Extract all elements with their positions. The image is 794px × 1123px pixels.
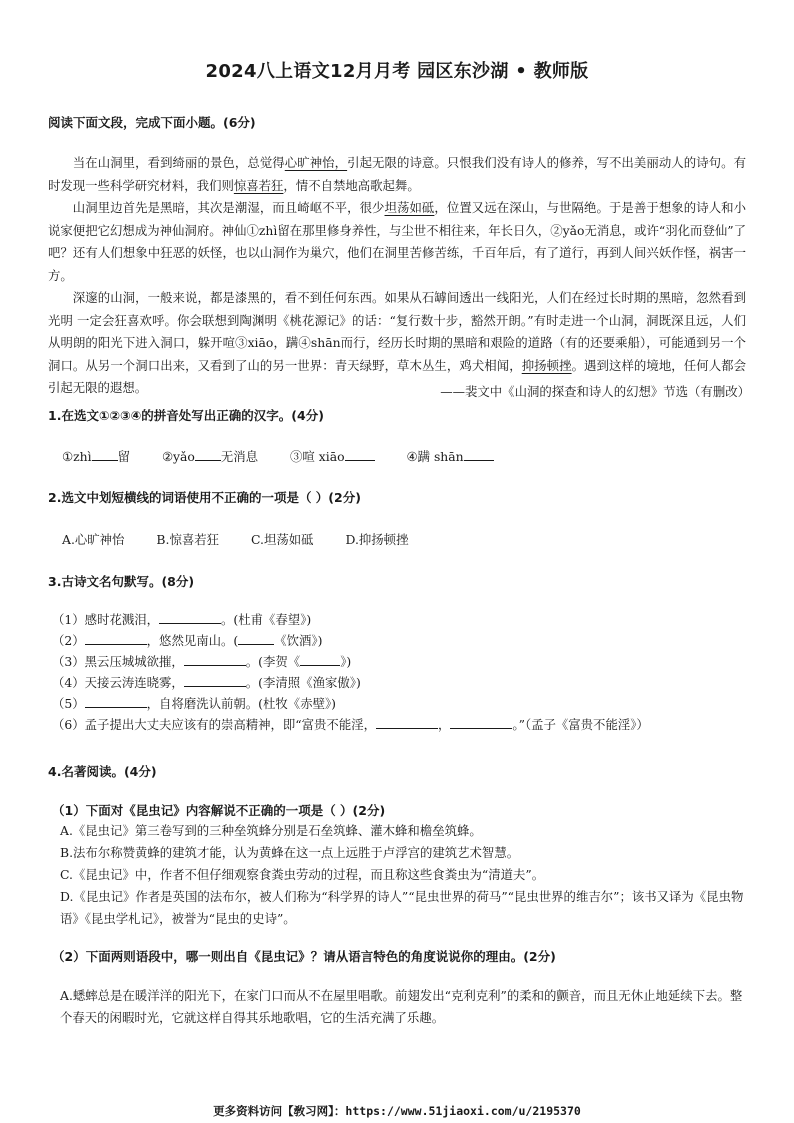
q1-item-4 <box>407 449 494 464</box>
q3-line-number: （5） <box>52 696 85 711</box>
answer-blank[interactable] <box>184 674 246 687</box>
q4-1-option-b[interactable]: B.法布尔称赞黄蜂的建筑才能，认为黄蜂在这一点上远胜于卢浮宫的建筑艺术智慧。 <box>60 845 520 860</box>
question-2-head: 2.选文中划短横线的词语使用不正确的一项是（ ）(2分) <box>48 490 361 505</box>
answer-blank[interactable] <box>464 448 494 461</box>
paragraph-2 <box>48 197 746 287</box>
p1-text-c: ，情不自禁地高歌起舞。 <box>283 177 420 193</box>
q3-line-number: （1） <box>52 612 85 627</box>
q4-1-option-d[interactable]: D.《昆虫记》作者是英国的法布尔，被人们称为“科学界的诗人”“昆虫世界的荷马”“昆虫世界的维吉尔”；该书又译为《昆虫物语》《昆虫学札记》，被誉为“昆虫的史诗”。 <box>60 889 744 926</box>
q3-line-mid: ， <box>438 717 451 732</box>
document-title: 2024八上语文12月月考 园区东沙湖 • 教师版 <box>205 61 589 82</box>
q1-item-1 <box>62 449 130 464</box>
q1-item-1-after: 留 <box>117 449 130 464</box>
q1-item-3 <box>290 449 375 464</box>
q3-line-number: （3） <box>52 654 85 669</box>
q4-1-option-c[interactable]: C.《昆虫记》中，作者不但仔细观察食粪虫劳动的过程，而且称这些食粪虫为“清道夫”。 <box>60 867 545 882</box>
reading-passage <box>48 152 746 400</box>
answer-blank[interactable] <box>159 611 221 624</box>
question-4-head: 4.名著阅读。(4分) <box>48 764 157 779</box>
q3-line-post2: 》) <box>340 654 352 669</box>
footer-link[interactable]: 更多资料访问【敎习网】：https://www.51jiaoxi.com/u/2195370 <box>213 1104 581 1118</box>
q1-item-3-label: ③喧 xiāo <box>290 449 345 464</box>
answer-blank[interactable] <box>85 632 147 645</box>
answer-blank[interactable] <box>238 632 274 645</box>
p3-text-b: 。遇到这样的境地，任何人都会引起无限的遐想。 <box>48 357 747 395</box>
paragraph-1 <box>48 152 746 197</box>
p1-text-b: 引起无限的诗意。只恨我们没有诗人的修养，写不出美丽动人的诗句。有时发现一些科学研究材料，我们则 <box>48 155 747 193</box>
q4-1-option-a[interactable]: A.《昆虫记》第三卷写到的三种垒筑蜂分别是石垒筑蜂、灌木蜂和檐垒筑蜂。 <box>60 823 482 838</box>
question-1-items <box>62 447 522 465</box>
question-4-2-head: （2）下面两则语段中，哪一则出自《昆虫记》？请从语言特色的角度说说你的理由。(2分) <box>52 949 556 964</box>
answer-blank[interactable] <box>195 448 221 461</box>
question-2-options <box>62 530 436 548</box>
passage-source: ——裴文中《山洞的探查和诗人的幻想》节选（有删改） <box>440 384 750 399</box>
q1-item-2 <box>162 449 258 464</box>
q3-line-post: ，悠然见南山。( <box>146 633 239 648</box>
q3-line-1 <box>52 609 649 630</box>
q2-option-d[interactable]: D.抑扬顿挫 <box>345 532 409 547</box>
p2-text-b: ，位置又远在深山，与世隔绝。于是善于想象的诗人和小说家便把它幻想成为神仙洞府。神仙①zhì留在那里修身养性，与尘世不相往来，年长日久，②yǎo无消息，或许“羽化而登仙”了吧？还有人们想象中狂恶的妖怪，也以山洞作为巢穴，他们在洞里苦修苦练，千百年后，有了道行，再到人间兴妖作怪，祸害一方。 <box>48 200 747 283</box>
p2-underlined-1: 坦荡如砥 <box>384 200 435 215</box>
p1-text-a: 当在山洞里，看到绮丽的景色，总觉得 <box>72 155 285 170</box>
answer-blank[interactable] <box>92 448 118 461</box>
q3-line-post: 。(杜甫《春望》) <box>221 612 312 627</box>
reading-instruction: 阅读下面文段，完成下面小题。(6分) <box>48 115 256 130</box>
question-1-head: 1.在选文①②③④的拼音处写出正确的汉字。(4分) <box>48 408 324 423</box>
answer-blank[interactable] <box>376 716 438 729</box>
q3-line-6 <box>52 714 649 735</box>
q3-line-pre: 感时花溅泪， <box>84 612 160 627</box>
question-4-2-text <box>60 985 750 1029</box>
p3-text-a: 深邃的山洞，一般来说，都是漆黑的，看不到任何东西。如果从石罅间透出一线阳光，人们在经过长时期的黑暗，忽然看到光明 一定会狂喜欢呼。你会联想到陶渊明《桃花源记》的话：“复行数十步，豁然开朗。”有时走进一个山洞，洞既深且远，人们从明朗的阳光下进入洞口，躲开喧③xiāo，蹒④shān而行，经历长时期的黑暗和艰险的道路（有的还要乘船），可能通到另一个洞口。从另一个洞口出来，又看到了山的另一世界：青天绿野，草木丛生，鸡犬相闻， <box>48 290 746 373</box>
q3-line-post: 。(李清照《渔家傲》) <box>245 675 361 690</box>
q1-item-2-label: ②yǎo <box>161 449 195 464</box>
q3-line-number: （6） <box>52 717 85 732</box>
answer-blank[interactable] <box>85 695 147 708</box>
answer-blank[interactable] <box>450 716 512 729</box>
q3-line-post: 。(李贺《 <box>245 654 301 669</box>
q3-line-3 <box>52 651 649 672</box>
p1-underlined-2: 惊喜若狂 <box>233 177 284 193</box>
q3-line-number: （2） <box>52 633 85 648</box>
q3-line-5 <box>52 693 649 714</box>
question-3-head: 3.古诗文名句默写。(8分) <box>48 574 195 589</box>
answer-blank[interactable] <box>300 653 340 666</box>
q3-line-post2: 《饮酒》) <box>274 633 323 648</box>
q2-option-b[interactable]: B.惊喜若狂 <box>156 532 220 547</box>
q3-line-number: （4） <box>52 675 85 690</box>
q3-line-post: ，自将磨洗认前朝。(杜牧《赤壁》) <box>146 696 336 711</box>
q3-line-pre: 孟子提出大丈夫应该有的崇高精神，即“富贵不能淫， <box>84 717 376 732</box>
q1-item-2-after: 无消息 <box>220 449 259 464</box>
q4-2-passage-a: A.蟋蟀总是在暖洋洋的阳光下，在家门口而从不在屋里唱歌。前翅发出“克利克利”的柔和的颤音，而且无休止地延续下去。整个春天的闲暇时光，它就这样自得其乐地歌唱，它的生活充满了乐趣。 <box>60 988 743 1025</box>
q2-option-a[interactable]: A.心旷神怡 <box>62 532 125 547</box>
question-4-1-options <box>60 820 750 930</box>
q1-item-1-label: ①zhì <box>62 449 92 464</box>
answer-blank[interactable] <box>184 653 246 666</box>
q3-line-post: 。”（孟子《富贵不能淫》） <box>512 717 649 732</box>
question-4-1-head: （1）下面对《昆虫记》内容解说不正确的一项是（ ）(2分) <box>52 803 386 818</box>
q2-option-c[interactable]: C.坦荡如砥 <box>250 532 314 547</box>
p1-underlined-1: 心旷神怡， <box>284 155 348 170</box>
question-3-lines <box>52 609 649 735</box>
q3-line-4 <box>52 672 649 693</box>
p3-underlined-1: 抑扬顿挫 <box>521 357 572 373</box>
q3-line-pre: 黑云压城城欲摧， <box>84 654 184 669</box>
q3-line-pre: 天接云涛连晓雾， <box>84 675 184 690</box>
answer-blank[interactable] <box>345 448 375 461</box>
q1-item-4-label: ④蹒 shān <box>406 449 464 464</box>
q3-line-2 <box>52 630 649 651</box>
p2-text-a: 山洞里边首先是黑暗，其次是潮湿，而且崎岖不平，很少 <box>72 200 385 215</box>
